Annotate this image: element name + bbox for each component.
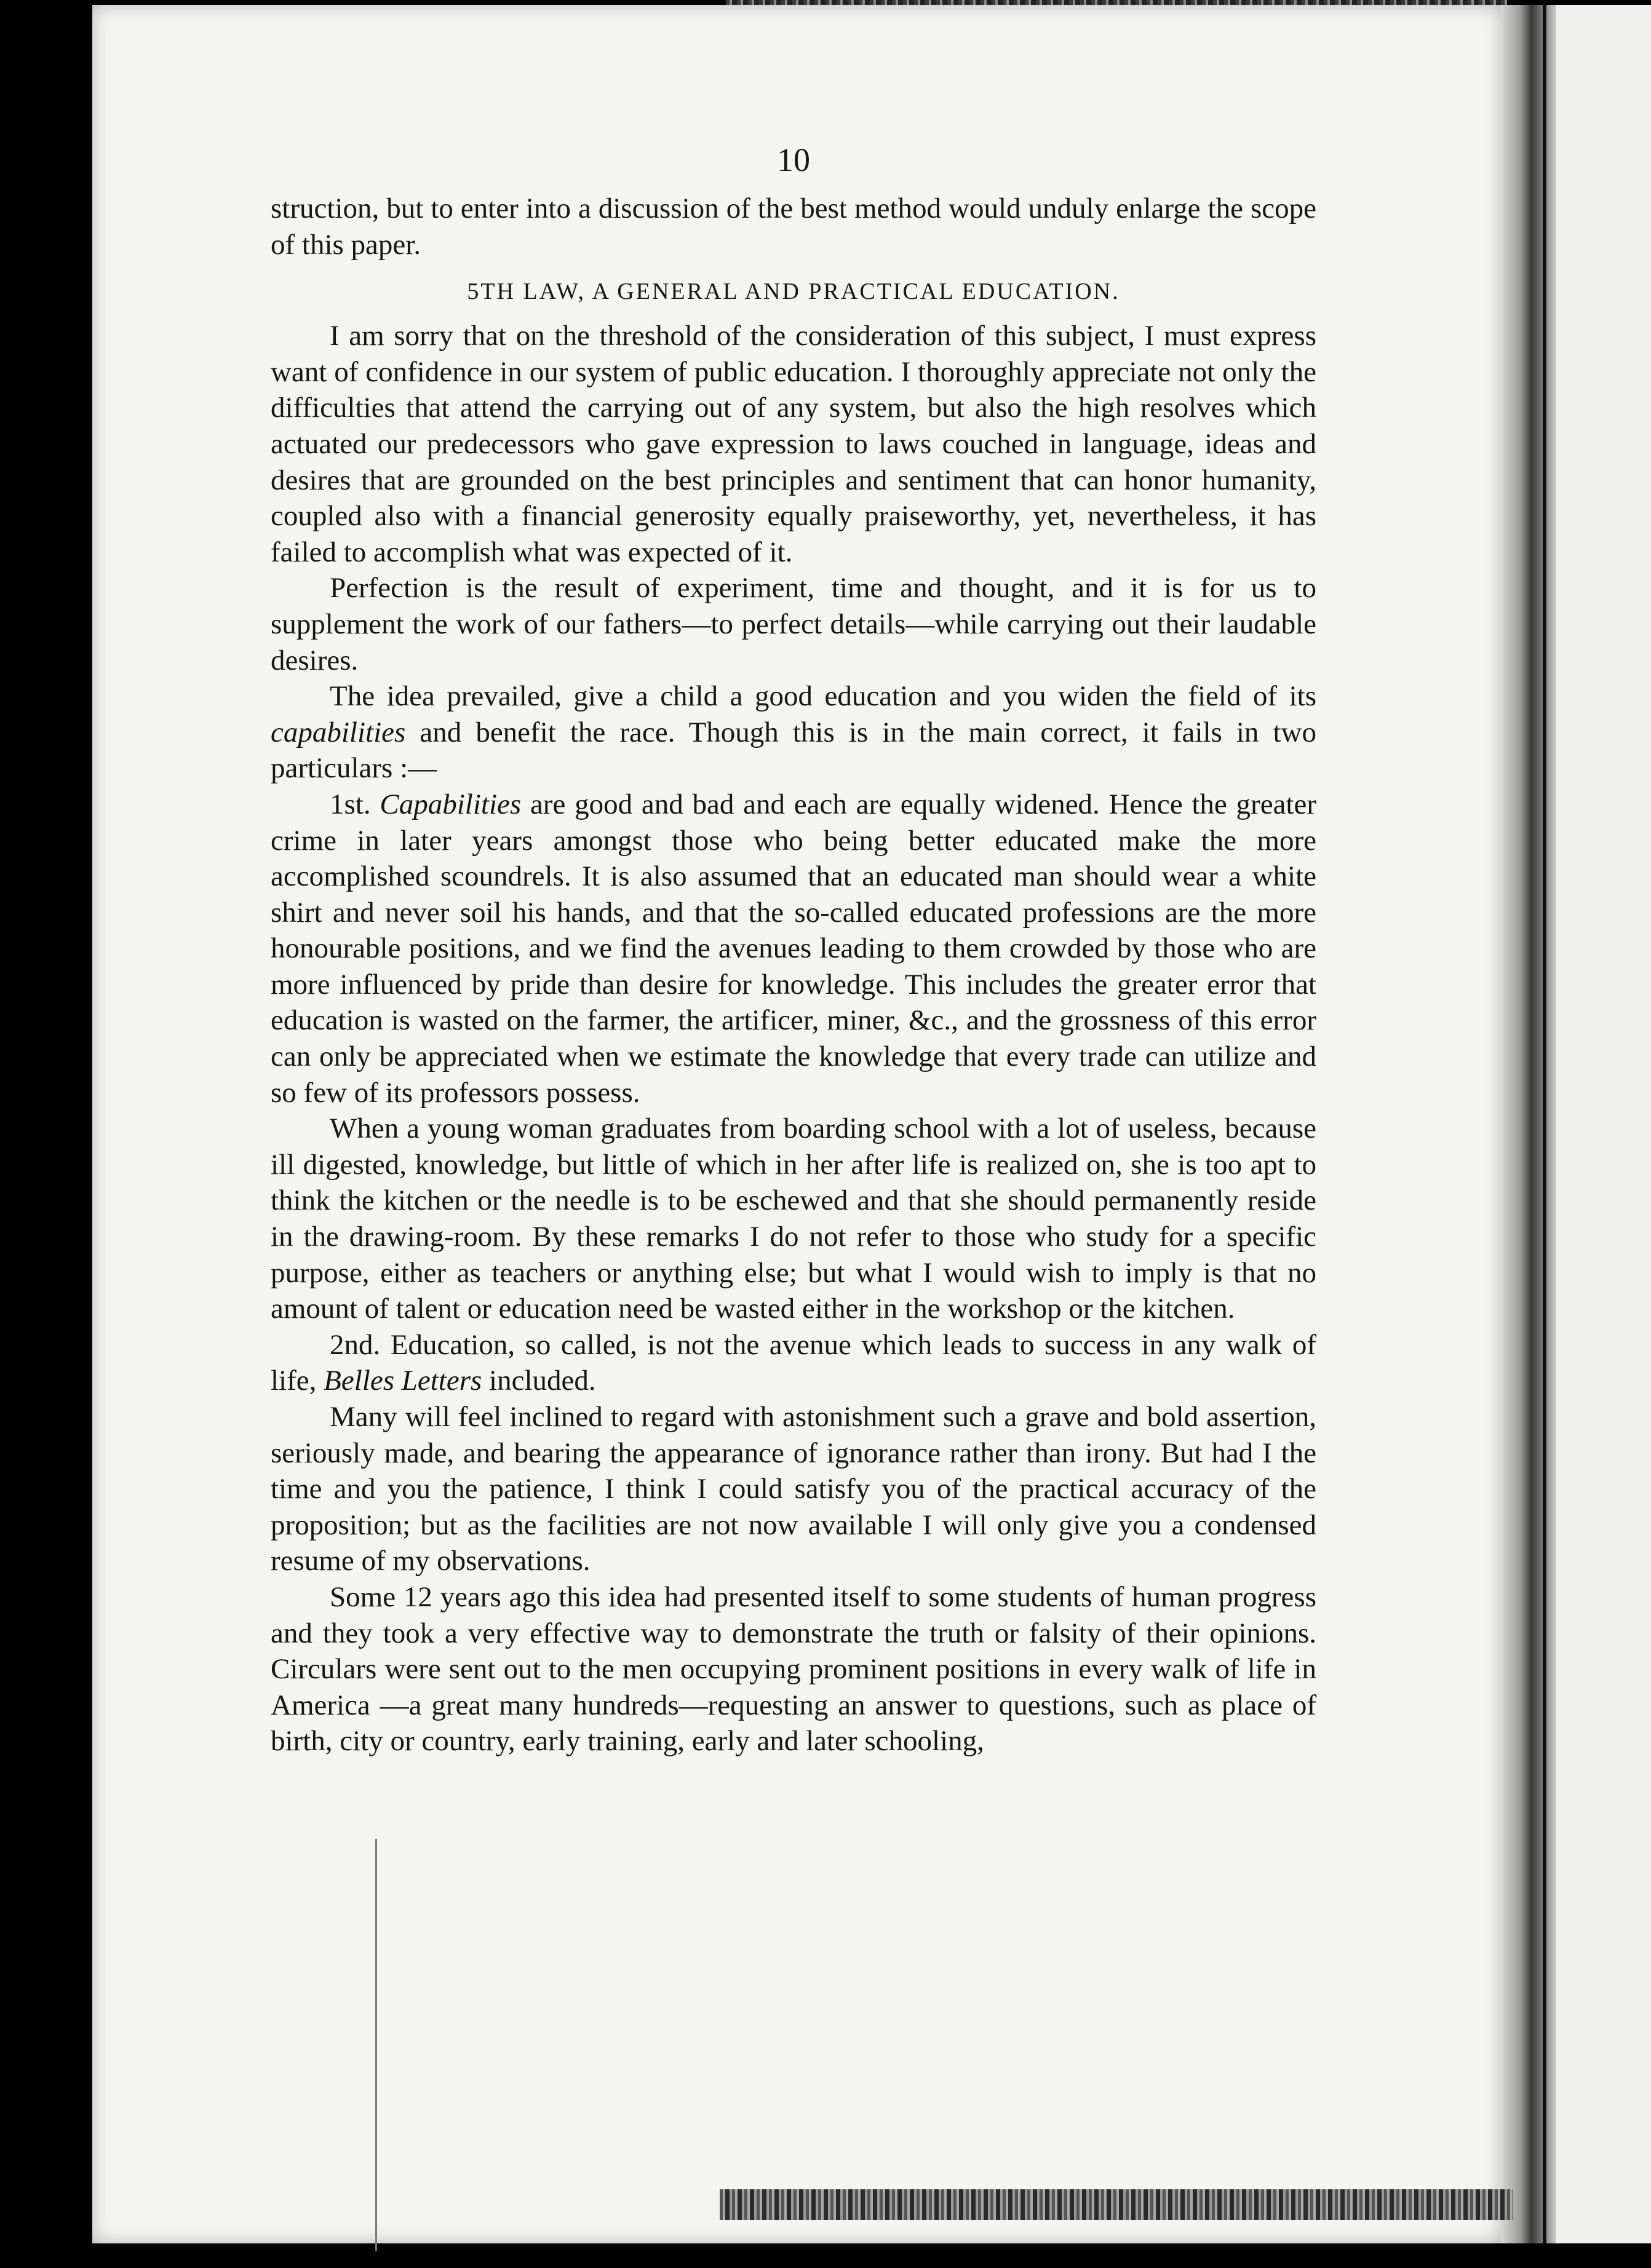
scan-edge-bottom <box>720 2189 1513 2220</box>
paragraph: Many will feel inclined to regard with astonishment such a grave and bold assertion, seriously made, and bearing the appearance of ignorance rather than irony. But had I the time and you the patience, I think I could satisfy you of the practical accuracy of the proposition; but as the facilities are not now available I will only give you a condensed resume of my observations. <box>271 1401 1316 1577</box>
paragraph-text: and benefit the race. Though this is in the main correct, it fails in two particulars :— <box>271 716 1316 785</box>
paragraph-text: 2nd. Education, so called, is not the avenue which leads to success in any walk of life, <box>271 1328 1316 1397</box>
paragraph: When a young woman graduates from boarding school with a lot of useless, because ill digested, knowledge, but little of which in her after life is realized on, she is too apt to think the kitchen or the needle is to be eschewed and that she should permanently reside in the drawing-room. By these remarks I do not refer to those who study for a specific purpose, either as teachers or anything else; but what I would wish to imply is that no amount of talent or education need be wasted either in the workshop or the kitchen. <box>271 1112 1316 1325</box>
paper-crease <box>375 1839 377 2251</box>
paragraph-text: 1st. <box>330 788 380 820</box>
page-text <box>271 141 1316 1759</box>
italic-term: Capabilities <box>380 788 522 820</box>
paragraph: Some 12 years ago this idea had presented itself to some students of human progress and they took a very effective way to demonstrate the truth or falsity of their opinions. Circulars were sent out to the men occupying prominent positions in every walk of life in America —a great many hundreds—requesting an answer to questions, such as place of birth, city or country, early training, early and later schooling, <box>271 1580 1316 1758</box>
paragraph <box>271 1327 1316 1399</box>
paragraph-text: are good and bad and each are equally widened. Hence the greater crime in later years amongst those who being better educated make the more accomplished scoundrels. It is also assumed that an educated man should wear a white shirt and never soil his hands, and that the so-called educated professions are the more honourable positions, and we find the avenues leading to them crowded by those who are more influenced by pride than desire for knowledge. This includes the greater error that education is wasted on the farmer, the artificer, miner, &c., and the grossness of this error can only be appreciated when we estimate the knowledge that every trade can utilize and so few of its professors possess. <box>271 788 1316 1109</box>
adjacent-page-edge <box>1556 5 1651 2243</box>
section-heading: 5TH LAW, A GENERAL AND PRACTICAL EDUCATION. <box>467 279 1120 305</box>
italic-term: Belles Letters <box>324 1365 482 1397</box>
page-number: 10 <box>777 141 810 178</box>
book-spine-fold <box>1501 5 1556 2243</box>
paragraph-text: The idea prevailed, give a child a good education and you widen the field of its <box>330 680 1316 713</box>
italic-term: capabilities <box>271 716 406 748</box>
paragraph-text: included. <box>482 1365 596 1397</box>
paragraph-continuation: struction, but to enter into a discussion of the best method would unduly enlarge the scope of this paper. <box>271 192 1316 261</box>
book-spine-line <box>1543 5 1546 2243</box>
paragraph: Perfection is the result of experiment, time and thought, and it is for us to supplement the work of our fathers—to perfect details—while carrying out their laudable desires. <box>271 572 1316 676</box>
paragraph: I am sorry that on the threshold of the consideration of this subject, I must express want of confidence in our system of public education. I thoroughly appreciate not only the difficulties that attend the carrying out of any system, but also the high resolves which actuated our predecessors who gave expression to laws couched in language, ideas and desires that are grounded on the best principles and sentiment that can honor humanity, coupled also with a financial generosity equally praiseworthy, yet, nevertheless, it has failed to accomplish what was expected of it. <box>271 320 1316 568</box>
paragraph <box>271 787 1316 1111</box>
paragraph <box>271 678 1316 787</box>
